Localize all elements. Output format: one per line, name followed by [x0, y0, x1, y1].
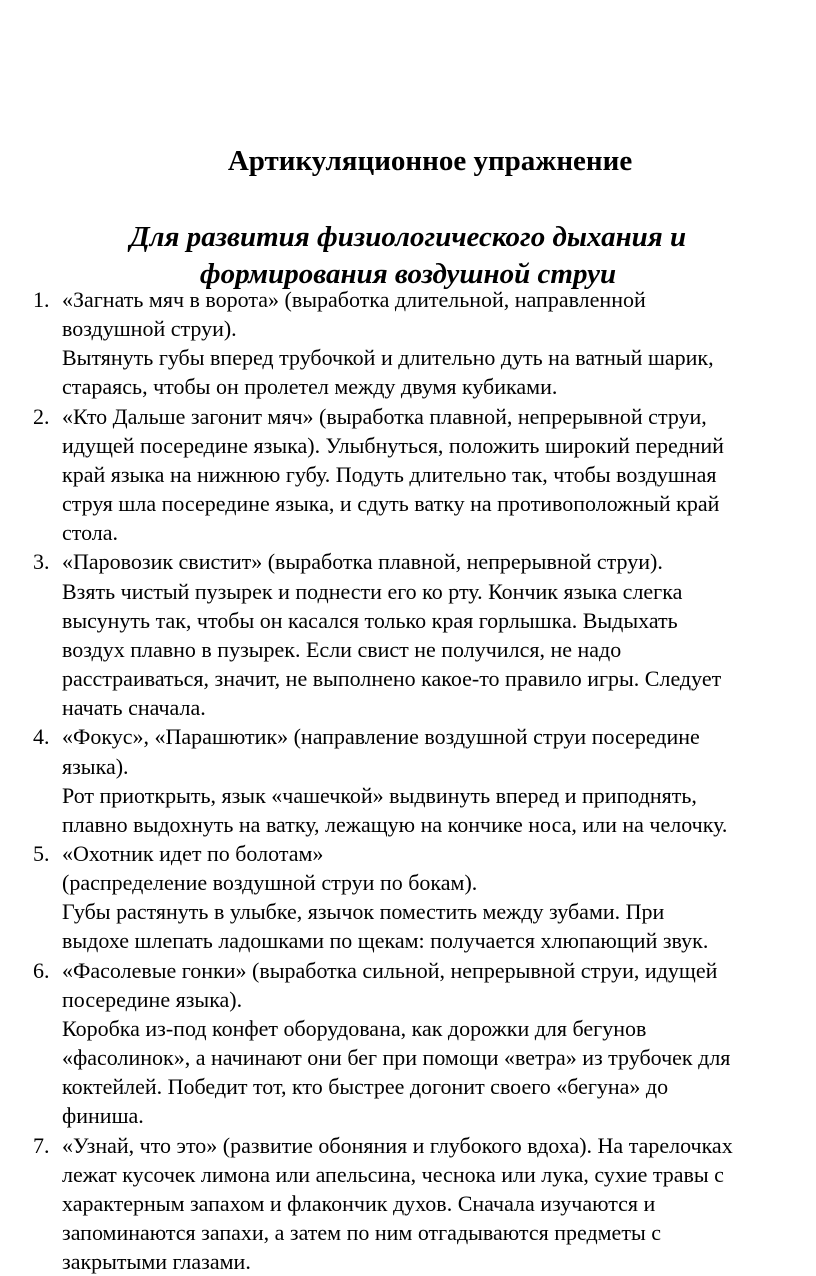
item-text-line: Взять чистый пузырек и поднести его ко рту. Кончик языка слегка — [62, 578, 683, 604]
item-number: 7. — [33, 1132, 50, 1158]
item-text-line: «фасолинок», а начинают они бег при помощи «ветра» из трубочек для — [62, 1045, 731, 1071]
item-text-line: «Кто Дальше загонит мяч» (выработка плавной, непрерывной струи, — [62, 403, 707, 429]
item-text-line: струя шла посередине языка, и сдуть ватку на противоположный край — [62, 491, 720, 517]
item-text-line: воздушной струи). — [62, 316, 237, 342]
item-text-line: Коробка из-под конфет оборудована, как дорожки для бегунов — [62, 1015, 647, 1041]
page-title: Артикуляционное упражнение — [227, 145, 633, 177]
item-number: 3. — [33, 549, 50, 575]
item-text-line: «Фокус», «Парашютик» (направление воздушной струи посередине — [62, 724, 700, 750]
item-number: 6. — [33, 957, 50, 983]
item-text-line: стараясь, чтобы он пролетел между двумя кубиками. — [62, 374, 558, 400]
item-text-line: расстраиваться, значит, не выполнено какое-то правило игры. Следует — [62, 666, 722, 692]
item-text-line: посередине языка). — [62, 986, 243, 1012]
exercise-list — [0, 285, 816, 1276]
item-text-line: воздух плавно в пузырек. Если свист не получился, не надо — [62, 636, 622, 662]
item-text-line: «Паровозик свистит» (выработка плавной, непрерывной струи). — [62, 549, 663, 575]
item-text-line: лежат кусочек лимона или апельсина, чеснока или лука, сухие травы с — [62, 1161, 724, 1187]
item-text-line: идущей посередине языка). Улыбнуться, положить широкий передний — [62, 432, 724, 458]
subtitle-line: формирования воздушной струи — [199, 258, 617, 290]
item-text-line: стола. — [62, 520, 119, 546]
item-text-line: начать сначала. — [62, 695, 206, 721]
item-text-line: Губы растянуть в улыбке, язычок поместить между зубами. При — [62, 899, 665, 925]
exercise-item — [0, 285, 816, 402]
item-text-line: запоминаются запахи, а затем по ним отгадываются предметы с — [62, 1220, 661, 1245]
item-number: 2. — [33, 403, 50, 429]
item-text-line: языка). — [62, 753, 129, 779]
page-subtitle — [0, 219, 816, 293]
item-text-line: (распределение воздушной струи по бокам). — [62, 870, 478, 896]
item-text-line: выдохе шлепать ладошками по щекам: получается хлюпающий звук. — [62, 928, 709, 954]
item-text-line: плавно выдохнуть на ватку, лежащую на кончике носа, или на челочку. — [62, 811, 728, 837]
item-text-line: Вытянуть губы вперед трубочкой и длительно дуть на ватный шарик, — [62, 345, 714, 371]
item-text-line: финиша. — [62, 1103, 144, 1129]
exercise-item — [0, 402, 816, 548]
item-text-line: край языка на нижнюю губу. Подуть длительно так, чтобы воздушная — [62, 461, 717, 487]
subtitle-line: Для развития физиологического дыхания и — [129, 221, 687, 253]
item-number: 4. — [33, 724, 50, 750]
item-text-line: характерным запахом и флакончик духов. Сначала изучаются и — [62, 1190, 656, 1216]
item-text-line: «Загнать мяч в ворота» (выработка длительной, направленной — [62, 287, 646, 312]
item-text-line: коктейлей. Победит тот, кто быстрее догонит своего «бегуна» до — [62, 1074, 669, 1100]
item-text-line: «Узнай, что это» (развитие обоняния и глубокого вдоха). На тарелочках — [62, 1132, 733, 1158]
item-number: 1. — [33, 287, 50, 312]
item-text-line: Рот приоткрыть, язык «чашечкой» выдвинуть вперед и приподнять, — [62, 782, 697, 808]
exercise-item — [0, 1131, 816, 1276]
exercise-item — [0, 722, 816, 839]
exercise-item — [0, 547, 816, 722]
item-text-line: высунуть так, чтобы он касался только края горлышка. Выдыхать — [62, 607, 678, 633]
item-text-line: закрытыми глазами. — [62, 1249, 251, 1275]
item-number: 5. — [33, 840, 50, 866]
exercise-item — [0, 956, 816, 1131]
exercise-item — [0, 839, 816, 956]
item-text-line: «Фасолевые гонки» (выработка сильной, непрерывной струи, идущей — [62, 957, 718, 983]
item-text-line: «Охотник идет по болотам» — [62, 840, 324, 866]
